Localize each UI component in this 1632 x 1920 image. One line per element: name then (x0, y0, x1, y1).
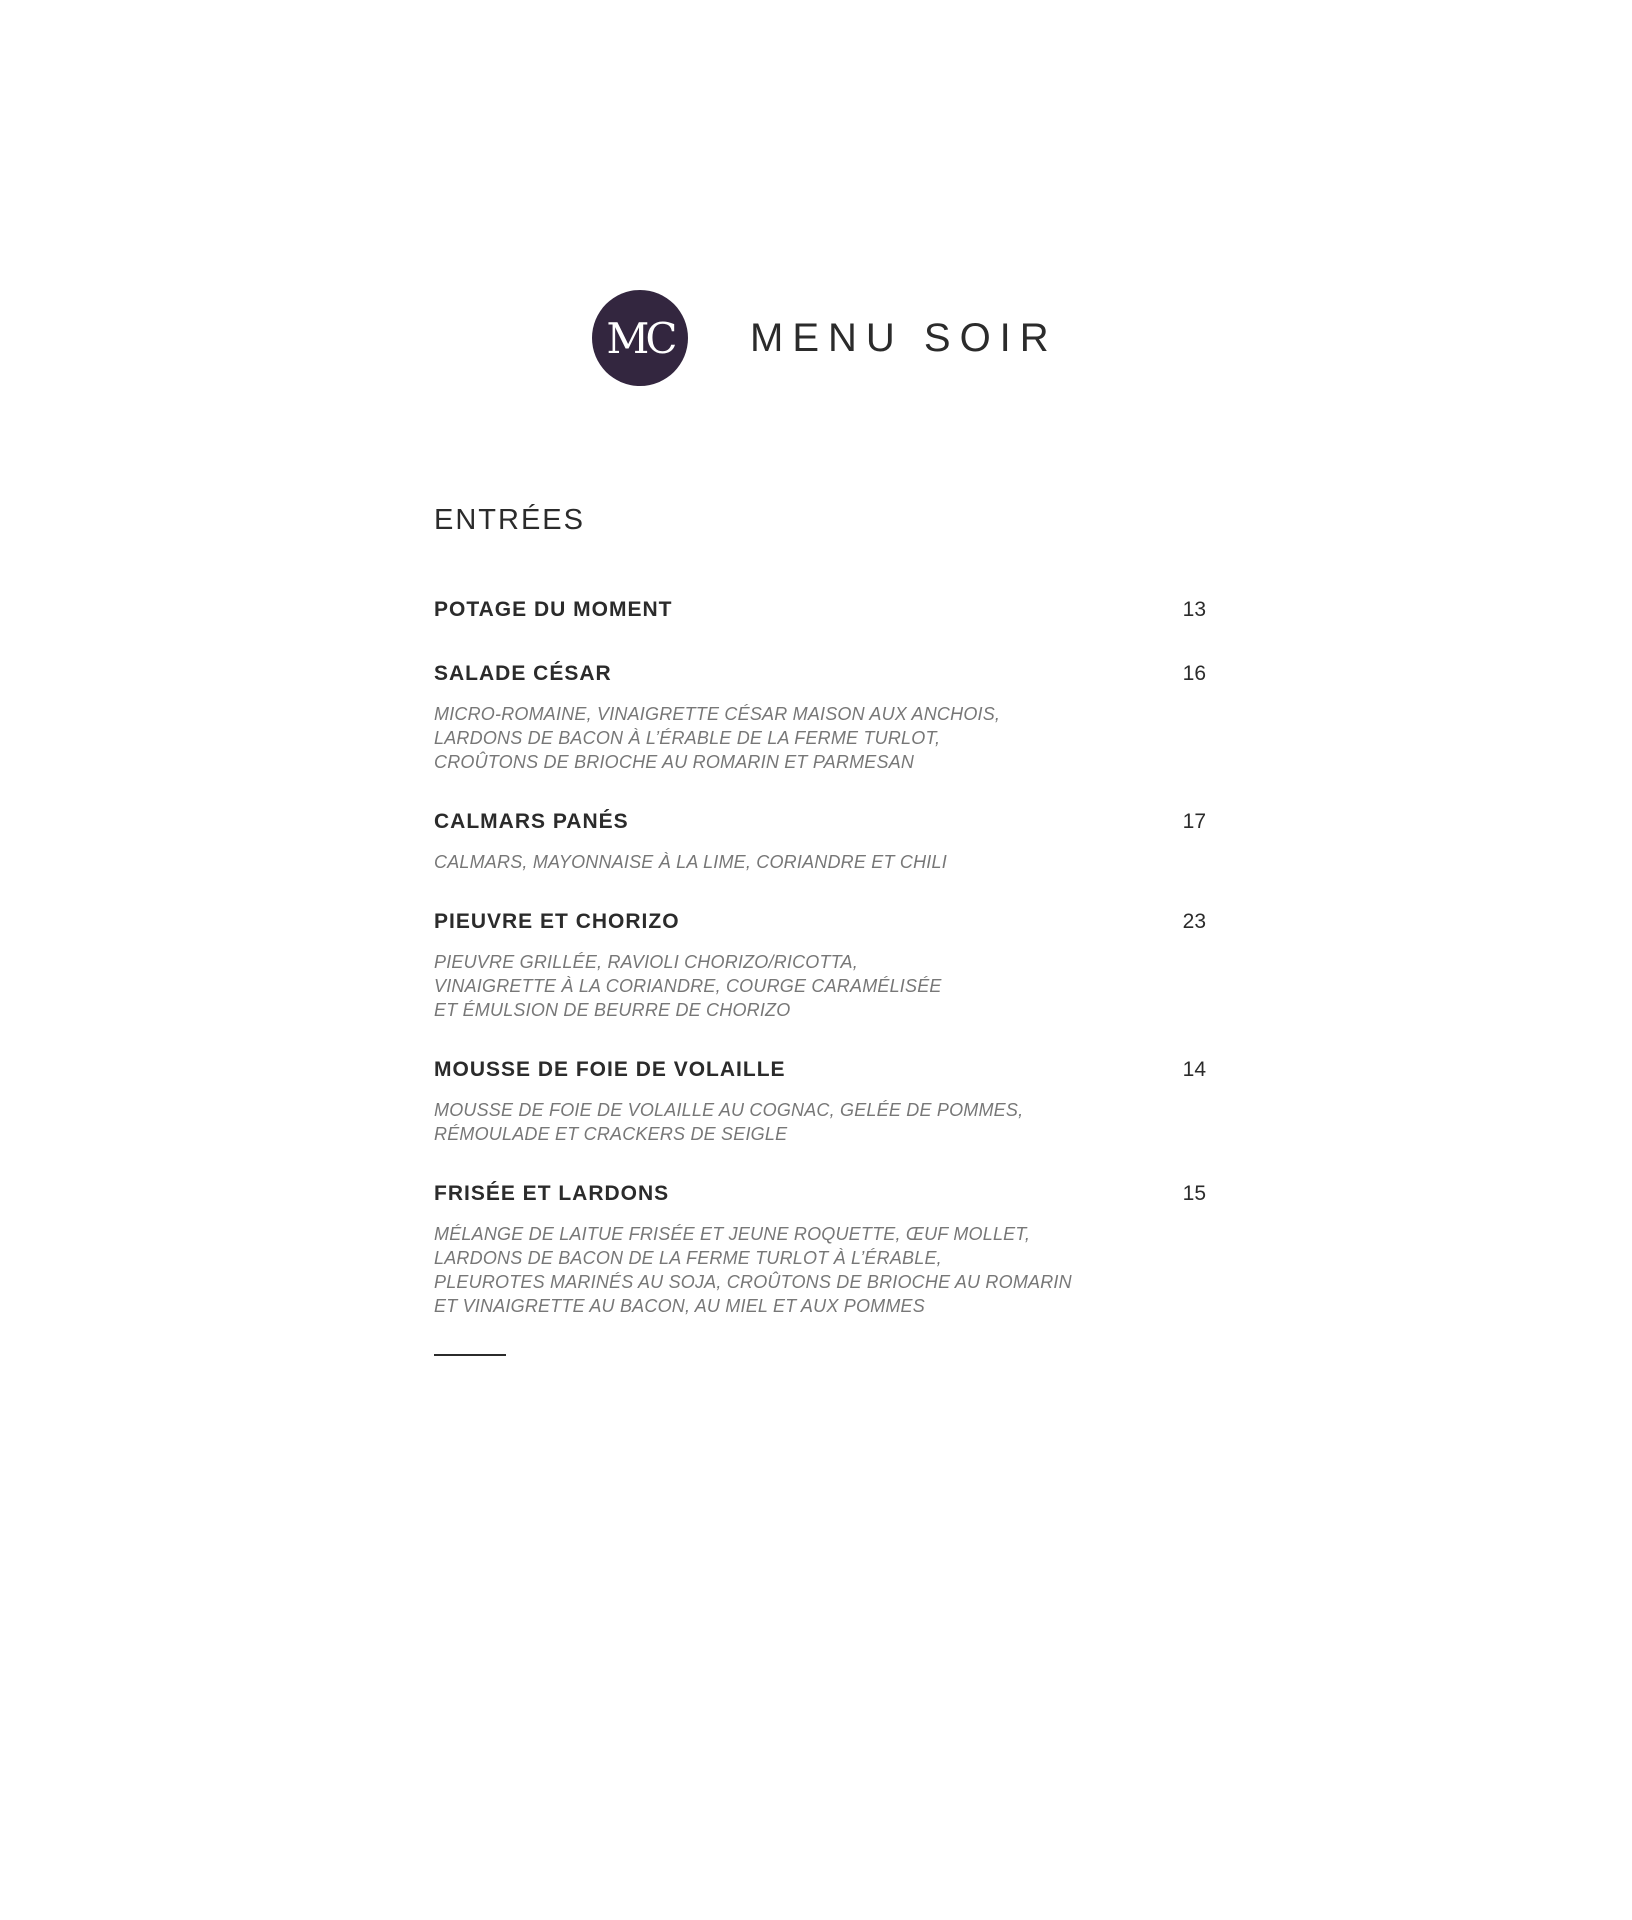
menu-item-header (434, 598, 1206, 626)
section-divider (434, 1354, 506, 1356)
description-line: PIEUVRE GRILLÉE, RAVIOLI CHORIZO/RICOTTA, (434, 952, 858, 972)
menu-item-description (434, 1098, 1206, 1146)
description-line: CALMARS, MAYONNAISE À LA LIME, CORIANDRE ET CHILI (434, 852, 947, 872)
menu-item-description (434, 702, 1206, 774)
menu-item-header (434, 810, 1206, 838)
description-line: VINAIGRETTE À LA CORIANDRE, COURGE CARAMÉLISÉE (434, 976, 942, 996)
menu-item-name: MOUSSE DE FOIE DE VOLAILLE (434, 1058, 786, 1081)
description-line: PLEUROTES MARINÉS AU SOJA, CROÛTONS DE BRIOCHE AU ROMARIN (434, 1272, 1072, 1292)
description-line: RÉMOULADE ET CRACKERS DE SEIGLE (434, 1124, 788, 1144)
menu-item (434, 1182, 1206, 1318)
menu-item (434, 662, 1206, 774)
menu-item-name: POTAGE DU MOMENT (434, 598, 673, 621)
logo-text: MC (606, 313, 674, 363)
menu-item (434, 598, 1206, 626)
menu-item (434, 1058, 1206, 1146)
menu-item-name: SALADE CÉSAR (434, 662, 612, 685)
menu-item-name: PIEUVRE ET CHORIZO (434, 910, 680, 933)
menu-item (434, 810, 1206, 874)
menu-item-price: 13 (1182, 598, 1206, 621)
menu-header (592, 290, 1058, 386)
menu-item-name: FRISÉE ET LARDONS (434, 1182, 670, 1205)
description-line: MICRO-ROMAINE, VINAIGRETTE CÉSAR MAISON AUX ANCHOIS, (434, 704, 1001, 724)
menu-item-price: 23 (1182, 910, 1206, 933)
description-line: ET VINAIGRETTE AU BACON, AU MIEL ET AUX POMMES (434, 1296, 925, 1316)
menu-item-price: 15 (1182, 1182, 1206, 1205)
description-line: MOUSSE DE FOIE DE VOLAILLE AU COGNAC, GELÉE DE POMMES, (434, 1100, 1024, 1120)
section-title: ENTRÉES (434, 504, 585, 536)
menu-item-name: CALMARS PANÉS (434, 810, 629, 833)
menu-item-header (434, 1058, 1206, 1086)
menu-item-price: 17 (1182, 810, 1206, 833)
restaurant-logo (592, 290, 688, 386)
menu-item-header (434, 910, 1206, 938)
menu-item-header (434, 662, 1206, 690)
menu-item-description (434, 1222, 1206, 1318)
description-line: LARDONS DE BACON À L’ÉRABLE DE LA FERME TURLOT, (434, 728, 941, 748)
menu-item-description (434, 850, 1206, 874)
menu-item (434, 910, 1206, 1022)
menu-item-price: 14 (1182, 1058, 1206, 1081)
description-line: LARDONS DE BACON DE LA FERME TURLOT À L’ÉRABLE, (434, 1248, 942, 1268)
menu-title: MENU SOIR (750, 315, 1058, 360)
description-line: ET ÉMULSION DE BEURRE DE CHORIZO (434, 1000, 791, 1020)
description-line: CROÛTONS DE BRIOCHE AU ROMARIN ET PARMESAN (434, 752, 915, 772)
menu-item-price: 16 (1182, 662, 1206, 685)
menu-items-list (434, 598, 1206, 1318)
menu-item-header (434, 1182, 1206, 1210)
menu-section (434, 500, 1206, 1356)
menu-item-description (434, 950, 1206, 1022)
description-line: MÉLANGE DE LAITUE FRISÉE ET JEUNE ROQUETTE, ŒUF MOLLET, (434, 1224, 1031, 1244)
